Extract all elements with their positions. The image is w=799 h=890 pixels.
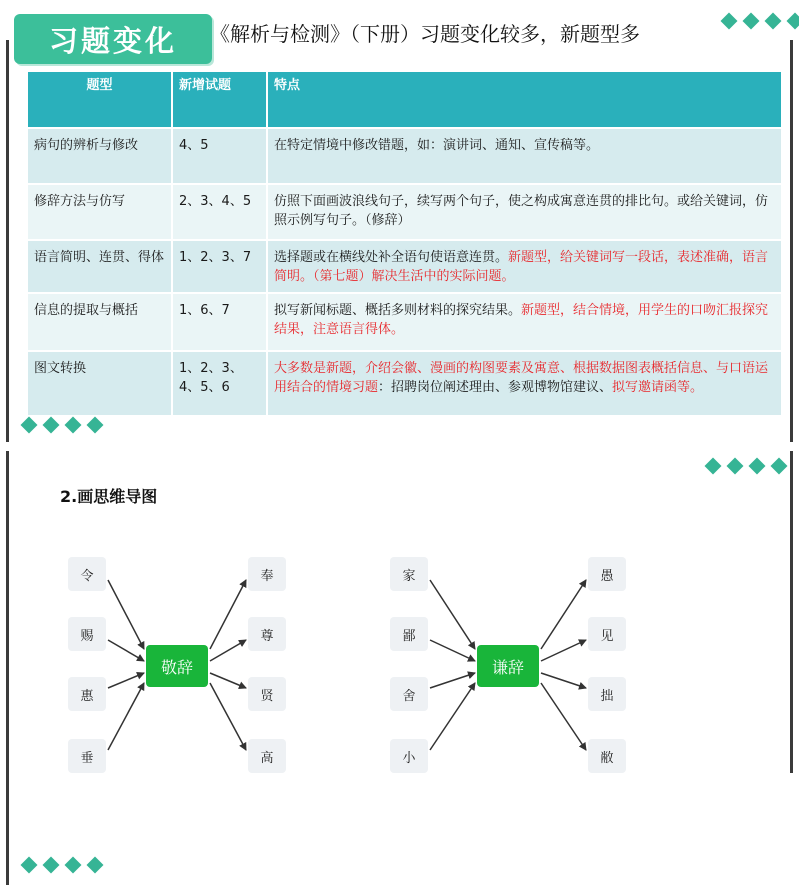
- cell-type: 病句的辨析与修改: [28, 128, 172, 184]
- diamond-decoration-icon: [720, 12, 799, 30]
- mind-map-node: 鄙: [390, 617, 428, 651]
- slide-edge-left: [6, 40, 9, 442]
- cell-new-items: 4、5: [172, 128, 267, 184]
- diamond-decoration-icon: [704, 457, 788, 475]
- cell-feature: [267, 128, 781, 184]
- cell-type: 图文转换: [28, 351, 172, 415]
- section-title: 2.画思维导图: [60, 487, 158, 506]
- table-row: [28, 351, 781, 415]
- mind-map-node: 令: [68, 557, 106, 591]
- cell-type: 语言简明、连贯、得体: [28, 240, 172, 293]
- mind-map-node: 家: [390, 557, 428, 591]
- table-header-row: [28, 72, 781, 128]
- cell-feature: [267, 293, 781, 351]
- mind-map-node: 高: [248, 739, 286, 773]
- title-badge: 习题变化: [14, 14, 212, 64]
- header-new-items: 新增试题: [172, 72, 267, 128]
- feature-text: 选择题或在横线处补全语句使语意连贯。: [274, 250, 509, 265]
- mind-map-node: 奉: [248, 557, 286, 591]
- mind-map-node: 敝: [588, 739, 626, 773]
- cell-feature: [267, 351, 781, 415]
- cell-feature: [267, 240, 781, 293]
- cell-new-items: 2、3、4、5: [172, 184, 267, 240]
- feature-text: 仿照下面画波浪线句子，续写两个句子，使之构成寓意连贯的排比句。或给关键词，仿照示例写句子。（修辞）: [274, 194, 769, 228]
- cell-type: 修辞方法与仿写: [28, 184, 172, 240]
- mind-map-node: 尊: [248, 617, 286, 651]
- mind-map-node: 小: [390, 739, 428, 773]
- table-row: [28, 293, 781, 351]
- slide-mind-map: [0, 451, 799, 890]
- cell-new-items: 1、2、3、4、5、6: [172, 351, 267, 415]
- slide-edge-left: [6, 451, 9, 885]
- feature-text: 拟写新闻标题、概括多则材料的探究结果。: [274, 303, 522, 318]
- table-row: [28, 240, 781, 293]
- mind-map-node: 惠: [68, 677, 106, 711]
- mind-map-node: 贤: [248, 677, 286, 711]
- cell-type: 信息的提取与概括: [28, 293, 172, 351]
- feature-text: ：招聘岗位阐述理由、参观博物馆建议、: [378, 380, 613, 395]
- highlight-text: 大多数是新题，介绍会徽、漫画的构图要素及寓意、根据数据图表概括信息、与口语运用结合的情境习题: [274, 361, 769, 395]
- table-row: [28, 184, 781, 240]
- header-type: 题型: [28, 72, 172, 128]
- feature-text: 在特定情境中修改错题，如：演讲词、通知、宣传稿等。: [274, 138, 600, 153]
- mind-map-node: 舍: [390, 677, 428, 711]
- highlight-text: 新题型，结合情境，用学生的口吻汇报探究结果，注意语言得体。: [274, 303, 769, 337]
- highlight-text: 拟写邀请函等。: [612, 380, 704, 395]
- mind-map-node: 赐: [68, 617, 106, 651]
- mind-map-node: 拙: [588, 677, 626, 711]
- cell-new-items: 1、2、3、7: [172, 240, 267, 293]
- exercise-changes-table: [28, 72, 781, 415]
- highlight-text: 新题型，给关键词写一段话，表述准确，语言简明。（第七题）解决生活中的实际问题。: [274, 250, 769, 284]
- slide-edge-right: [790, 40, 793, 442]
- mind-map-hub: 谦辞: [477, 645, 539, 687]
- slide-subtitle: 《解析与检测》（下册）习题变化较多，新题型多: [210, 22, 640, 46]
- mind-map-hub: 敬辞: [146, 645, 208, 687]
- cell-new-items: 1、6、7: [172, 293, 267, 351]
- diamond-decoration-icon: [20, 416, 104, 434]
- mind-map-node: 愚: [588, 557, 626, 591]
- slide-edge-right: [790, 451, 793, 773]
- header-features: 特点: [267, 72, 781, 128]
- table-row: [28, 128, 781, 184]
- mind-map-node: 垂: [68, 739, 106, 773]
- mind-map-node: 见: [588, 617, 626, 651]
- cell-feature: [267, 184, 781, 240]
- diamond-decoration-icon: [20, 856, 104, 874]
